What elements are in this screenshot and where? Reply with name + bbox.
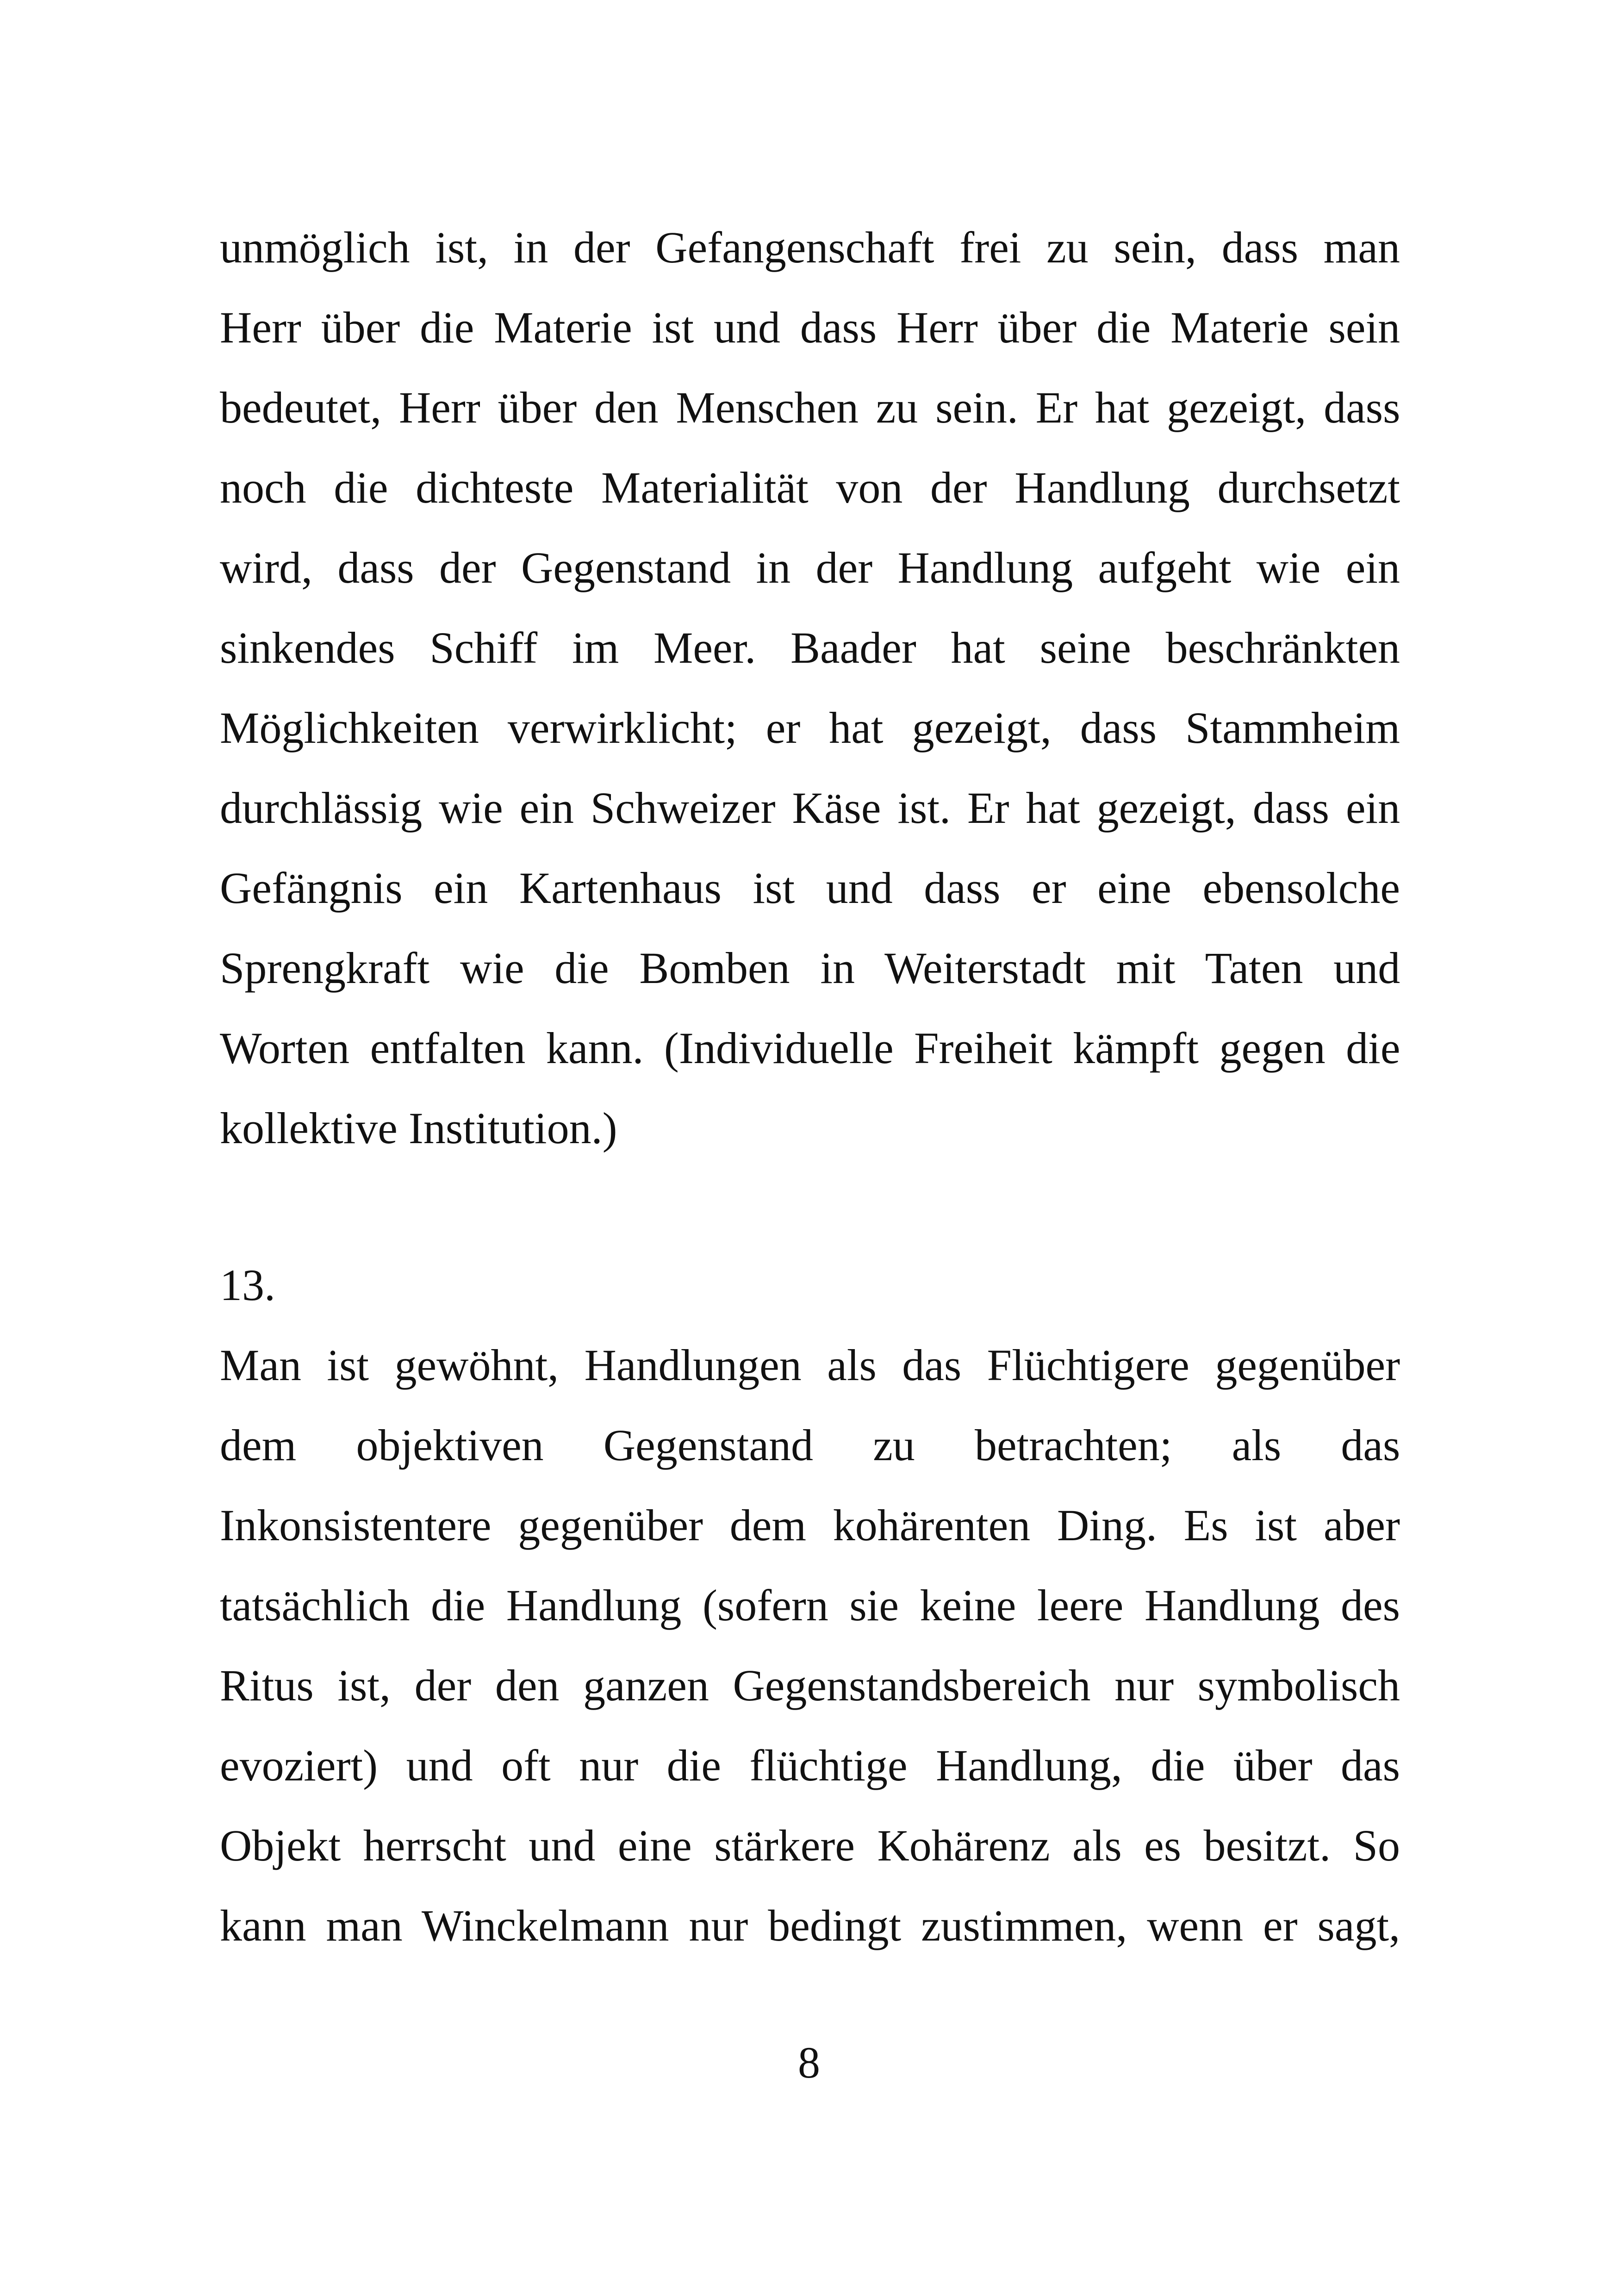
text-line: dem objektiven Gegenstand zu betrachten; als das <box>220 1420 1400 1470</box>
text-line: bedeutet, Herr über den Menschen zu sein. Er hat gezeigt, dass <box>220 383 1400 432</box>
section-number: 13. <box>220 1260 275 1310</box>
text-line: sinkendes Schiff im Meer. Baader hat seine beschränkten <box>220 623 1400 672</box>
page-number: 8 <box>798 2038 820 2087</box>
text-line: Man ist gewöhnt, Handlungen als das Flüchtigere gegenüber <box>220 1340 1400 1390</box>
paragraph-section-13 <box>220 1325 1400 1966</box>
text-line: durchlässig wie ein Schweizer Käse ist. Er hat gezeigt, dass ein <box>220 783 1400 833</box>
text-line: Ritus ist, der den ganzen Gegenstandsbereich nur symbolisch <box>220 1661 1400 1710</box>
text-line: Inkonsistentere gegenüber dem kohärenten Ding. Es ist aber <box>220 1500 1400 1550</box>
text-line: Gefängnis ein Kartenhaus ist und dass er eine ebensolche <box>220 863 1400 913</box>
text-line: evoziert) und oft nur die flüchtige Handlung, die über das <box>220 1741 1400 1790</box>
text-line: unmöglich ist, in der Gefangenschaft frei zu sein, dass man <box>220 223 1400 272</box>
text-line: tatsächlich die Handlung (sofern sie keine leere Handlung des <box>220 1580 1400 1630</box>
paragraph-continuation <box>220 207 1400 1168</box>
text-line: wird, dass der Gegenstand in der Handlung aufgeht wie ein <box>220 543 1400 592</box>
text-line: Sprengkraft wie die Bomben in Weiterstadt mit Taten und <box>220 943 1400 993</box>
text-line: kann man Winckelmann nur bedingt zustimmen, wenn er sagt, <box>220 1901 1400 1950</box>
text-line: noch die dichteste Materialität von der Handlung durchsetzt <box>220 463 1400 512</box>
text-line: Herr über die Materie ist und dass Herr über die Materie sein <box>220 303 1400 352</box>
text-line: Objekt herrscht und eine stärkere Kohärenz als es besitzt. So <box>220 1821 1400 1870</box>
text-line: kollektive Institution.) <box>220 1103 617 1153</box>
text-line: Möglichkeiten verwirklicht; er hat gezeigt, dass Stammheim <box>220 703 1400 753</box>
text-line: Worten entfalten kann. (Individuelle Freiheit kämpft gegen die <box>220 1023 1400 1073</box>
